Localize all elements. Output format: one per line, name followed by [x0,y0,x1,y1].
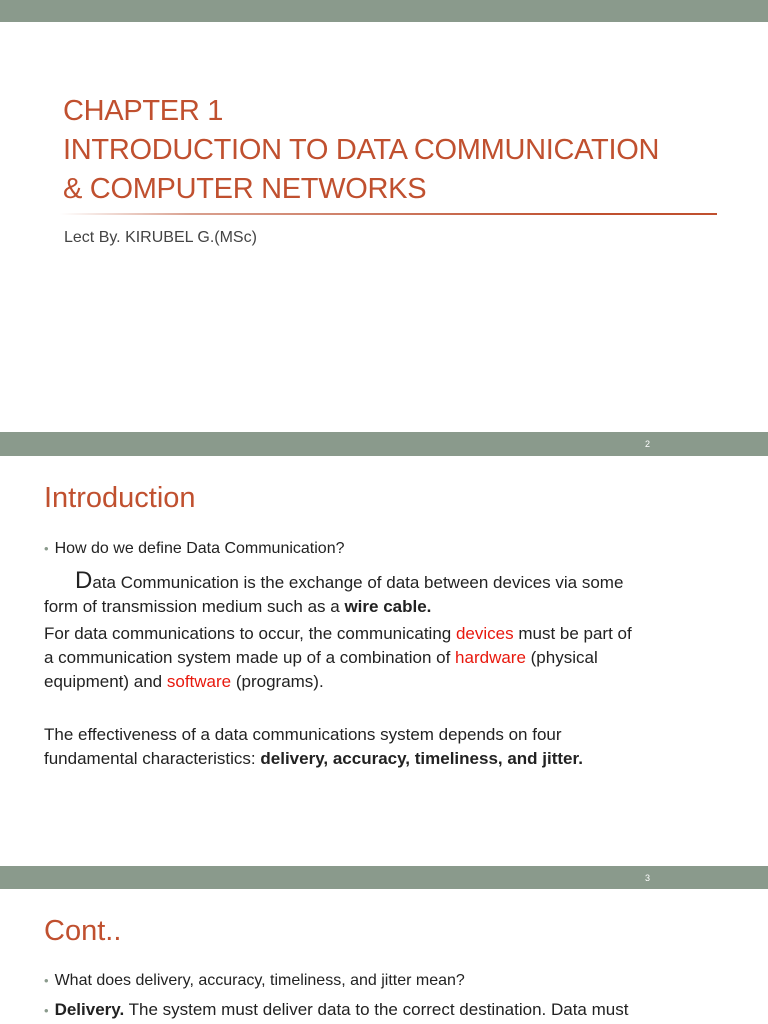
req-line-1a: For data communications to occur, the communicating [44,624,456,643]
wire-cable-text: wire cable. [344,597,432,616]
slide-3-heading: Cont.. [44,915,122,947]
req-line-1b: must be part of [513,624,632,643]
definition-paragraph [44,569,623,619]
bullet-dot-icon: • [44,541,49,556]
title-line-3: & COMPUTER NETWORKS [63,173,427,205]
devices-term: devices [455,624,514,643]
title-line-2: INTRODUCTION TO DATA COMMUNICATION [63,134,660,166]
slide-2 [0,456,768,866]
bullet-text: What does delivery, accuracy, timeliness, and jitter mean? [54,972,465,989]
bullet-delivery [44,1000,628,1020]
delivery-term: Delivery. [54,1000,125,1019]
slide-2-heading: Introduction [44,482,196,514]
characteristics-text: delivery, accuracy, timeliness, and jitter. [260,749,583,768]
req-line-3a: equipment) and [44,672,167,691]
slide-number-2: 2 [645,439,651,449]
requirements-paragraph [44,622,632,694]
bullet-define [44,540,345,558]
slide-1 [0,22,768,432]
bullet-text: How do we define Data Communication? [54,540,345,557]
effectiveness-paragraph [44,723,583,771]
delivery-text: The system must deliver data to the correct destination. Data must [124,1000,629,1019]
definition-line-1: ata Communication is the exchange of data between devices via some [92,573,624,592]
title-line-1: CHAPTER 1 [63,95,224,127]
top-slide-bar [0,0,768,22]
slide-number-3: 3 [645,873,651,883]
req-line-3b: (programs). [231,672,324,691]
title-divider [60,213,717,215]
effectiveness-line-2: fundamental characteristics: [44,749,261,768]
definition-line-2: form of transmission medium such as a [44,597,345,616]
bullet-dot-icon: • [44,1003,49,1018]
software-term: software [166,672,232,691]
dropcap: D [75,567,93,594]
effectiveness-line-1: The effectiveness of a data communications system depends on four [44,725,562,744]
req-line-2a: a communication system made up of a combination of [44,648,456,667]
slide-3 [0,889,768,1024]
bullet-meaning [44,972,465,990]
lecturer-name: Lect By. KIRUBEL G.(MSc) [64,229,257,246]
req-line-2b: (physical [525,648,598,667]
hardware-term: hardware [455,648,526,667]
slide-1-title [63,92,659,209]
slide-2-header-bar [0,432,768,456]
bullet-dot-icon: • [44,973,49,988]
slide-3-header-bar [0,866,768,889]
